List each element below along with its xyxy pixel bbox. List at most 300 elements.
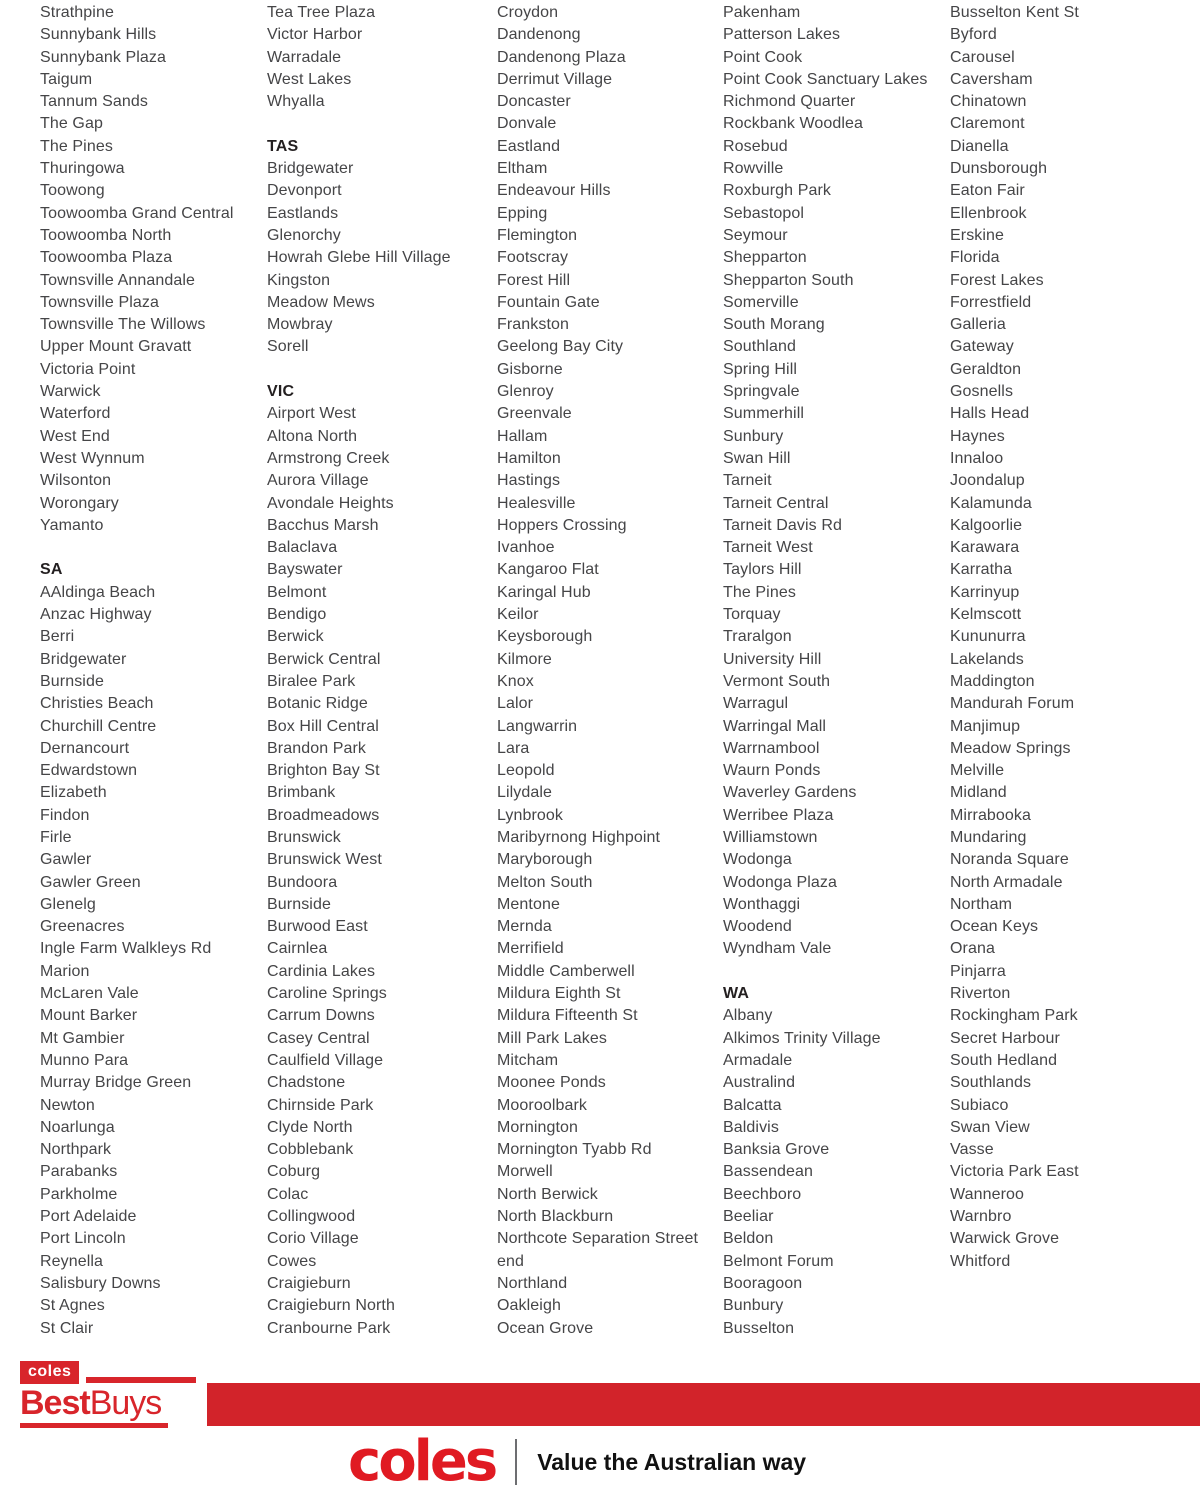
store-item: Somerville	[723, 293, 799, 311]
store-item: Karrinyup	[950, 583, 1020, 601]
store-item: Williamstown	[723, 828, 818, 846]
store-item: Botanic Ridge	[267, 695, 368, 713]
store-item: Port Adelaide	[40, 1208, 137, 1226]
store-item: Altona North	[267, 427, 358, 445]
store-item: Greenacres	[40, 918, 125, 936]
store-item: Endeavour Hills	[497, 182, 611, 200]
store-item: Northam	[950, 895, 1013, 913]
store-item: Byford	[950, 26, 997, 44]
store-item: Karingal Hub	[497, 583, 591, 601]
store-item: Frankston	[497, 316, 570, 334]
store-item: Munno Para	[40, 1051, 129, 1069]
store-item: Salisbury Downs	[40, 1274, 161, 1292]
store-item: Reynella	[40, 1252, 104, 1270]
store-item: South Hedland	[950, 1051, 1058, 1069]
store-item: Mildura Fifteenth St	[497, 1007, 638, 1025]
store-item: Lynbrook	[497, 806, 564, 824]
store-item: St Agnes	[40, 1297, 105, 1315]
store-item: Southlands	[950, 1074, 1032, 1092]
store-item: Ocean Keys	[950, 918, 1039, 936]
store-item: Caulfield Village	[267, 1051, 384, 1069]
store-item: Haynes	[950, 427, 1005, 445]
store-item: Victoria Park East	[950, 1163, 1079, 1181]
store-item: West End	[40, 427, 110, 445]
store-item: South Morang	[723, 316, 825, 334]
store-item: Craigieburn	[267, 1274, 351, 1292]
store-item: Mount Barker	[40, 1007, 138, 1025]
store-item: Lakelands	[950, 650, 1024, 668]
store-item: Worongary	[40, 494, 119, 512]
store-item: Craigieburn North	[267, 1297, 395, 1315]
store-item: Wilsonton	[40, 472, 112, 490]
store-item: Northcote Separation Street end	[497, 1230, 699, 1270]
store-item: Caroline Springs	[267, 985, 387, 1003]
store-item: West Wynnum	[40, 449, 145, 467]
store-item: Berwick Central	[267, 650, 381, 668]
store-item: Karratha	[950, 561, 1013, 579]
store-item: Kununurra	[950, 628, 1026, 646]
store-item: Warringal Mall	[723, 717, 827, 735]
store-item: University Hill	[723, 650, 822, 668]
store-item: Sebastopol	[723, 204, 805, 222]
store-item: Armadale	[723, 1051, 793, 1069]
store-item: North Armadale	[950, 873, 1063, 891]
store-item: Christies Beach	[40, 695, 154, 713]
store-item: Airport West	[267, 405, 356, 423]
store-item: Claremont	[950, 115, 1025, 133]
store-item: Baldivis	[723, 1118, 779, 1136]
store-item: Bunbury	[723, 1297, 784, 1315]
store-item: Port Lincoln	[40, 1230, 126, 1248]
store-item: West Lakes	[267, 70, 352, 88]
store-item: Warrnambool	[723, 739, 820, 757]
store-item: Derrimut Village	[497, 70, 613, 88]
store-item: Cowes	[267, 1252, 317, 1270]
store-item: Ivanhoe	[497, 539, 555, 557]
store-item: Beechboro	[723, 1185, 802, 1203]
store-column	[497, 2, 723, 1340]
store-column	[40, 2, 267, 1340]
store-item: Bendigo	[267, 606, 327, 624]
store-item: North Berwick	[497, 1185, 598, 1203]
store-item: Gateway	[950, 338, 1014, 356]
store-item: Woodend	[723, 918, 792, 936]
store-item: Rosebud	[723, 137, 788, 155]
store-item: Forest Hill	[497, 271, 571, 289]
store-item: Busselton Kent St	[950, 4, 1079, 21]
store-item: Bassendean	[723, 1163, 813, 1181]
store-item: North Blackburn	[497, 1208, 614, 1226]
store-item: Brandon Park	[267, 739, 367, 757]
store-column	[267, 2, 497, 1340]
store-item: Carrum Downs	[267, 1007, 375, 1025]
store-item: Parabanks	[40, 1163, 118, 1181]
store-item: Keilor	[497, 606, 539, 624]
bestbuys-word-best: Best	[20, 1384, 90, 1422]
store-item: Waterford	[40, 405, 111, 423]
store-item: Anzac Highway	[40, 606, 152, 624]
store-item: Taylors Hill	[723, 561, 802, 579]
store-item: Kelmscott	[950, 606, 1022, 624]
brand-divider	[515, 1439, 517, 1485]
store-item: Banksia Grove	[723, 1141, 830, 1159]
store-item: The Gap	[40, 115, 103, 133]
store-item: Patterson Lakes	[723, 26, 841, 44]
store-item: Shepparton South	[723, 271, 854, 289]
store-item: Lilydale	[497, 784, 553, 802]
store-item: Churchill Centre	[40, 717, 157, 735]
state-header: VIC	[267, 383, 295, 401]
store-item: Springvale	[723, 383, 800, 401]
store-item: Warragul	[723, 695, 789, 713]
store-item: Bacchus Marsh	[267, 516, 379, 534]
store-item: Melton South	[497, 873, 593, 891]
store-item: Gawler	[40, 851, 92, 869]
store-item: Cobblebank	[267, 1141, 354, 1159]
store-item: Meadow Mews	[267, 293, 375, 311]
store-item: Leopold	[497, 762, 555, 780]
store-item: Cardinia Lakes	[267, 962, 376, 980]
store-item: Sunnybank Plaza	[40, 48, 167, 66]
store-item: Eastland	[497, 137, 561, 155]
store-item: Greenvale	[497, 405, 572, 423]
store-item: Maryborough	[497, 851, 593, 869]
store-item: Point Cook	[723, 48, 803, 66]
store-item: Manjimup	[950, 717, 1021, 735]
store-item: Victoria Point	[40, 360, 136, 378]
store-item: Ocean Grove	[497, 1319, 594, 1337]
store-item: Elizabeth	[40, 784, 107, 802]
store-item: Belmont Forum	[723, 1252, 834, 1270]
store-item: Mentone	[497, 895, 560, 913]
store-item: Balaclava	[267, 539, 338, 557]
store-item: Mitcham	[497, 1051, 559, 1069]
store-item: Richmond Quarter	[723, 93, 856, 111]
store-item: Taigum	[40, 70, 93, 88]
store-item: Avondale Heights	[267, 494, 394, 512]
store-item: Tea Tree Plaza	[267, 4, 376, 21]
store-item: Rockbank Woodlea	[723, 115, 864, 133]
store-item: Biralee Park	[267, 672, 356, 690]
store-item: Eaton Fair	[950, 182, 1025, 200]
column-gap	[267, 359, 497, 381]
store-item: Caversham	[950, 70, 1033, 88]
store-item: Fountain Gate	[497, 293, 600, 311]
store-item: Tarneit Davis Rd	[723, 516, 842, 534]
store-item: Meadow Springs	[950, 739, 1071, 757]
bestbuys-wordmark	[20, 1384, 196, 1422]
store-item: Merrifield	[497, 940, 564, 958]
store-item: Carousel	[950, 48, 1015, 66]
store-item: Burwood East	[267, 918, 368, 936]
store-item: Hamilton	[497, 449, 561, 467]
store-item: Warwick	[40, 383, 101, 401]
store-item: Southland	[723, 338, 796, 356]
store-item: Toowoomba Plaza	[40, 249, 173, 267]
store-item: Warwick Grove	[950, 1230, 1060, 1248]
store-item: Alkimos Trinity Village	[723, 1029, 881, 1047]
store-item: Lara	[497, 739, 530, 757]
store-item: Tarneit	[723, 472, 772, 490]
store-item: Wonthaggi	[723, 895, 801, 913]
state-header: WA	[723, 985, 750, 1003]
store-item: The Pines	[40, 137, 113, 155]
bestbuys-logo-top	[20, 1361, 196, 1384]
store-item: Lalor	[497, 695, 534, 713]
store-item: Florida	[950, 249, 1000, 267]
store-item: Tannum Sands	[40, 93, 148, 111]
store-item: Noranda Square	[950, 851, 1069, 869]
store-item: Wyndham Vale	[723, 940, 832, 958]
store-item: Noarlunga	[40, 1118, 115, 1136]
store-item: Bundoora	[267, 873, 338, 891]
store-item: Kilmore	[497, 650, 552, 668]
store-item: Upper Mount Gravatt	[40, 338, 192, 356]
store-item: Mornington Tyabb Rd	[497, 1141, 652, 1159]
store-item: Ingle Farm Walkleys Rd	[40, 940, 212, 958]
store-item: Kalamunda	[950, 494, 1032, 512]
store-column	[950, 2, 1200, 1340]
store-item: Maribyrnong Highpoint	[497, 828, 661, 846]
store-item: Midland	[950, 784, 1007, 802]
state-header: SA	[40, 561, 63, 579]
store-item: Melville	[950, 762, 1005, 780]
store-item: St Clair	[40, 1319, 94, 1337]
store-item: Colac	[267, 1185, 309, 1203]
store-item: Mornington	[497, 1118, 579, 1136]
store-item: Mill Park Lakes	[497, 1029, 607, 1047]
store-item: Sorell	[267, 338, 309, 356]
coles-bestbuys-logo	[20, 1361, 196, 1428]
store-item: Orana	[950, 940, 995, 958]
store-item: Box Hill Central	[267, 717, 379, 735]
store-item: Corio Village	[267, 1230, 359, 1248]
store-item: Mowbray	[267, 316, 333, 334]
store-item: Chinatown	[950, 93, 1027, 111]
store-item: Mildura Eighth St	[497, 985, 621, 1003]
store-item: Middle Camberwell	[497, 962, 635, 980]
store-item: Donvale	[497, 115, 557, 133]
store-item: Toowoomba Grand Central	[40, 204, 234, 222]
store-item: Warnbro	[950, 1208, 1012, 1226]
store-item: Karawara	[950, 539, 1020, 557]
footer-brand-row	[348, 1429, 807, 1494]
store-item: Shepparton	[723, 249, 807, 267]
store-item: Moonee Ponds	[497, 1074, 606, 1092]
store-item: Gisborne	[497, 360, 563, 378]
store-item: Belmont	[267, 583, 327, 601]
state-header: TAS	[267, 137, 299, 155]
store-item: Northpark	[40, 1141, 112, 1159]
store-item: Geelong Bay City	[497, 338, 624, 356]
store-item: Glenorchy	[267, 226, 341, 244]
store-item: Gosnells	[950, 383, 1014, 401]
store-item: Seymour	[723, 226, 788, 244]
store-item: Forrestfield	[950, 293, 1032, 311]
store-item: Wodonga Plaza	[723, 873, 837, 891]
store-item: Langwarrin	[497, 717, 578, 735]
store-item: Riverton	[950, 985, 1011, 1003]
store-item: Edwardstown	[40, 762, 138, 780]
store-item: Hallam	[497, 427, 548, 445]
store-item: Coburg	[267, 1163, 321, 1181]
store-item: Pakenham	[723, 4, 801, 21]
store-item: Rowville	[723, 160, 784, 178]
store-item: Bridgewater	[267, 160, 354, 178]
store-item: Geraldton	[950, 360, 1022, 378]
store-item: Firle	[40, 828, 72, 846]
store-item: Albany	[723, 1007, 773, 1025]
store-item: Hoppers Crossing	[497, 516, 627, 534]
logo-rule-bottom	[20, 1423, 168, 1428]
store-item: Vermont South	[723, 672, 831, 690]
store-item: Chirnside Park	[267, 1096, 374, 1114]
store-item: Berri	[40, 628, 75, 646]
store-item: Epping	[497, 204, 548, 222]
store-item: AAldinga Beach	[40, 583, 156, 601]
store-item: Wanneroo	[950, 1185, 1025, 1203]
store-item: Forest Lakes	[950, 271, 1044, 289]
store-item: Balcatta	[723, 1096, 782, 1114]
bestbuys-word-buys: Buys	[89, 1384, 162, 1422]
store-item: Murray Bridge Green	[40, 1074, 192, 1092]
store-item: Hastings	[497, 472, 561, 490]
store-item: Marion	[40, 962, 90, 980]
store-item: Mundaring	[950, 828, 1027, 846]
store-item: Newton	[40, 1096, 95, 1114]
store-item: Findon	[40, 806, 90, 824]
store-item: Victor Harbor	[267, 26, 363, 44]
store-item: Doncaster	[497, 93, 571, 111]
store-item: Parkholme	[40, 1185, 118, 1203]
store-item: Ellenbrook	[950, 204, 1027, 222]
store-item: Mt Gambier	[40, 1029, 125, 1047]
store-column	[723, 2, 950, 1340]
store-item: Collingwood	[267, 1208, 356, 1226]
store-item: Swan Hill	[723, 449, 791, 467]
store-item: Yamanto	[40, 516, 104, 534]
store-item: Erskine	[950, 226, 1005, 244]
column-gap	[267, 113, 497, 135]
store-item: Thuringowa	[40, 160, 125, 178]
store-item: Glenroy	[497, 383, 554, 401]
store-item: Point Cook Sanctuary Lakes	[723, 70, 928, 88]
store-item: Howrah Glebe Hill Village	[267, 249, 451, 267]
store-item: Mernda	[497, 918, 552, 936]
logo-rule-top	[86, 1377, 196, 1383]
store-item: Beeliar	[723, 1208, 774, 1226]
store-item: Bayswater	[267, 561, 343, 579]
column-gap	[723, 961, 950, 983]
store-item: Brimbank	[267, 784, 336, 802]
store-item: Innaloo	[950, 449, 1004, 467]
store-item: McLaren Vale	[40, 985, 139, 1003]
store-item: Dernancourt	[40, 739, 130, 757]
store-item: Casey Central	[267, 1029, 370, 1047]
store-item: Pinjarra	[950, 962, 1006, 980]
store-item: Townsville The Willows	[40, 316, 206, 334]
store-item: Warradale	[267, 48, 342, 66]
store-item: Northland	[497, 1274, 568, 1292]
store-item: Sunnybank Hills	[40, 26, 157, 44]
store-item: Busselton	[723, 1319, 795, 1337]
store-item: Waverley Gardens	[723, 784, 857, 802]
store-item: Devonport	[267, 182, 342, 200]
store-item: Dandenong	[497, 26, 581, 44]
column-gap	[40, 537, 267, 559]
store-item: Dianella	[950, 137, 1009, 155]
store-item: Rockingham Park	[950, 1007, 1078, 1025]
store-item: Brunswick West	[267, 851, 382, 869]
store-item: Spring Hill	[723, 360, 798, 378]
store-item: Eltham	[497, 160, 548, 178]
store-item: Cairnlea	[267, 940, 328, 958]
store-item: Whyalla	[267, 93, 325, 111]
store-item: Whitford	[950, 1252, 1011, 1270]
store-item: Mooroolbark	[497, 1096, 588, 1114]
store-item: Dunsborough	[950, 160, 1048, 178]
store-item: Eastlands	[267, 204, 339, 222]
footer-red-bar	[207, 1383, 1200, 1426]
store-item: Croydon	[497, 4, 559, 21]
store-item: Halls Head	[950, 405, 1030, 423]
store-item: Burnside	[267, 895, 331, 913]
store-item: Summerhill	[723, 405, 805, 423]
store-item: Townsville Annandale	[40, 271, 195, 289]
store-item: Beldon	[723, 1230, 774, 1248]
store-item: Joondalup	[950, 472, 1025, 490]
store-item: Strathpine	[40, 4, 114, 21]
store-item: Morwell	[497, 1163, 553, 1181]
store-item: Footscray	[497, 249, 569, 267]
store-item: Sunbury	[723, 427, 784, 445]
store-item: Berwick	[267, 628, 324, 646]
brand-tagline: Value the Australian way	[537, 1448, 807, 1475]
store-item: Flemington	[497, 226, 578, 244]
store-item: Tarneit West	[723, 539, 813, 557]
store-directory	[40, 2, 1200, 1340]
store-item: Tarneit Central	[723, 494, 829, 512]
store-item: Secret Harbour	[950, 1029, 1060, 1047]
store-item: Galleria	[950, 316, 1006, 334]
store-item: Australind	[723, 1074, 796, 1092]
store-item: Brighton Bay St	[267, 762, 380, 780]
store-item: Dandenong Plaza	[497, 48, 626, 66]
store-item: Roxburgh Park	[723, 182, 832, 200]
store-item: Chadstone	[267, 1074, 346, 1092]
store-item: Mandurah Forum	[950, 695, 1075, 713]
store-item: Vasse	[950, 1141, 994, 1159]
store-item: Werribee Plaza	[723, 806, 834, 824]
store-item: Aurora Village	[267, 472, 369, 490]
store-item: Townsville Plaza	[40, 293, 159, 311]
store-item: Waurn Ponds	[723, 762, 821, 780]
store-item: Traralgon	[723, 628, 792, 646]
store-item: Bridgewater	[40, 650, 127, 668]
store-item: Torquay	[723, 606, 781, 624]
store-item: Booragoon	[723, 1274, 803, 1292]
coles-logo-badge: coles	[20, 1361, 79, 1384]
store-item: Keysborough	[497, 628, 593, 646]
store-item: Clyde North	[267, 1118, 353, 1136]
store-item: Subiaco	[950, 1096, 1009, 1114]
store-item: Oakleigh	[497, 1297, 561, 1315]
store-item: Armstrong Creek	[267, 449, 390, 467]
store-item: Burnside	[40, 672, 104, 690]
store-item: Knox	[497, 672, 534, 690]
store-item: Swan View	[950, 1118, 1030, 1136]
coles-wordmark: coles	[348, 1429, 496, 1494]
